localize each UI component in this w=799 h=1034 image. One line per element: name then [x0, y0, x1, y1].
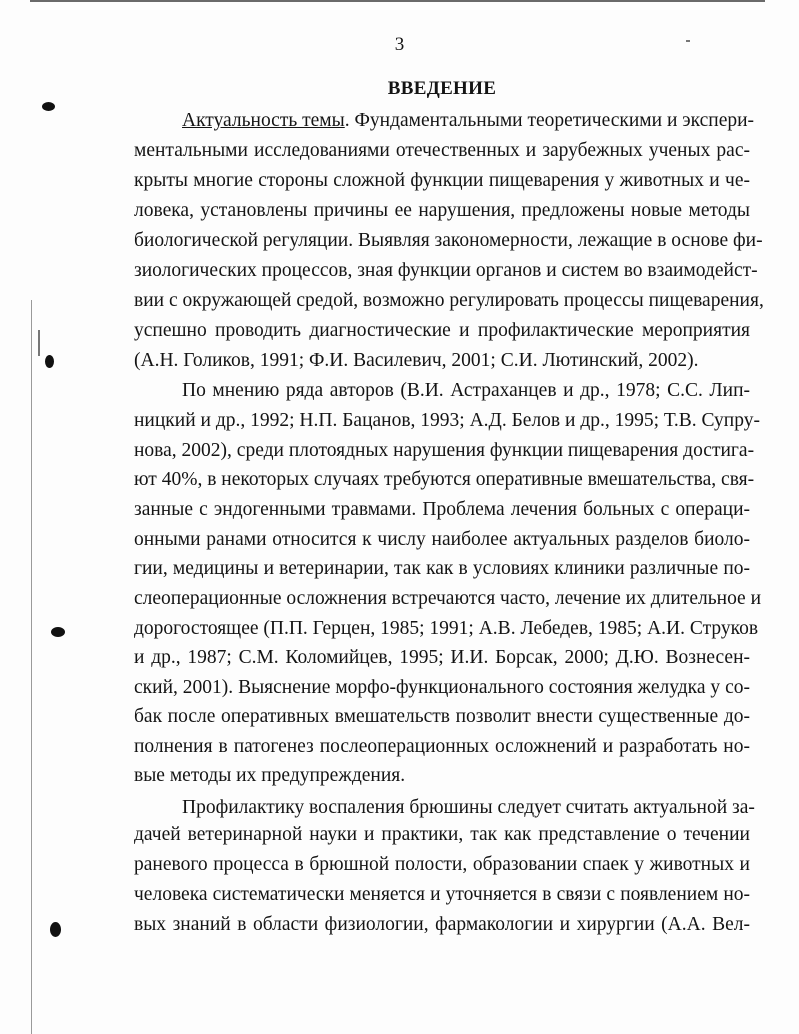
paragraph-line: гии, медицины и ветеринарии, так как в условиях клиники различные по-	[134, 558, 750, 579]
paragraph-line: ловека, установлены причины ее нарушения, предложены новые методы	[134, 200, 750, 221]
paragraph-line: занные с эндогенными травмами. Проблема лечения больных с операци-	[134, 499, 750, 520]
paragraph-line: зиологических процессов, зная функции органов и систем во взаимодейст-	[134, 260, 758, 281]
paragraph-line: вии с окружающей средой, возможно регулировать процессы пищеварения,	[134, 290, 764, 311]
paragraph-line: Профилактику воспаления брюшины следует считать актуальной за-	[182, 797, 755, 818]
section-heading: ВВЕДЕНИЕ	[387, 78, 497, 99]
page-number: 3	[394, 34, 405, 55]
paragraph-line: биологической регуляции. Выявляя закономерности, лежащие в основе фи-	[134, 230, 763, 251]
paragraph-line: бак после оперативных вмешательств позволит внести существенные до-	[134, 706, 750, 727]
paragraph-line: ский, 2001). Выяснение морфо-функционального состояния желудка у со-	[134, 677, 750, 698]
topic-relevance-label: Актуальность темы	[182, 110, 345, 131]
paragraph-line: По мнению ряда авторов (В.И. Астраханцев и др., 1978; С.С. Лип-	[182, 380, 750, 401]
paragraph-line: ментальными исследованиями отечественных и зарубежных ученых рас-	[134, 140, 750, 161]
paragraph-line: нова, 2002), среди плотоядных нарушения функции пищеварения достига-	[134, 440, 755, 461]
paragraph-line: полнения в патогенез послеоперационных осложнений и разработать но-	[134, 736, 750, 757]
paragraph-line: вых знаний в области физиологии, фармакологии и хирургии (А.А. Вел-	[134, 914, 750, 935]
paragraph-line: и др., 1987; С.М. Коломийцев, 1995; И.И. Борсак, 2000; Д.Ю. Вознесен-	[134, 647, 750, 668]
paragraph-line: онными ранами относится к числу наиболее актуальных разделов биоло-	[134, 529, 750, 550]
scan-mark	[45, 355, 54, 368]
scan-mark	[50, 922, 61, 937]
scan-left-border	[31, 300, 32, 1034]
paragraph-line: ницкий и др., 1992; Н.П. Бацанов, 1993; А.Д. Белов и др., 1995; Т.В. Супру-	[134, 410, 760, 431]
paragraph-line: вые методы их предупреждения.	[134, 765, 406, 786]
paragraph-line: дачей ветеринарной науки и практики, так как представление о течении	[134, 824, 750, 845]
paragraph-line: дорогостоящее (П.П. Герцен, 1985; 1991; А.В. Лебедев, 1985; А.И. Струков	[134, 618, 759, 639]
paragraph-line: (А.Н. Голиков, 1991; Ф.И. Василевич, 2001; С.И. Лютинский, 2002).	[134, 350, 699, 371]
paragraph-line	[182, 108, 755, 134]
paragraph-line: ют 40%, в некоторых случаях требуются оперативные вмешательства, свя-	[134, 469, 755, 490]
scan-mark	[51, 627, 65, 637]
scan-mark	[38, 330, 40, 356]
paragraph-line: слеоперационные осложнения встречаются часто, лечение их длительное и	[134, 588, 762, 609]
paragraph-line: успешно проводить диагностические и профилактические мероприятия	[134, 320, 750, 341]
paragraph-line: человека систематически меняется и уточняется в связи с появлением но-	[134, 884, 750, 905]
scan-top-border	[30, 0, 765, 2]
paragraph-line: раневого процесса в брюшной полости, образовании спаек у животных и	[134, 854, 750, 875]
paragraph-text: . Фундаментальными теоретическими и экспери-	[344, 110, 755, 131]
scan-mark	[42, 102, 55, 111]
paragraph-line: крыты многие стороны сложной функции пищеварения у животных и че-	[134, 170, 750, 191]
